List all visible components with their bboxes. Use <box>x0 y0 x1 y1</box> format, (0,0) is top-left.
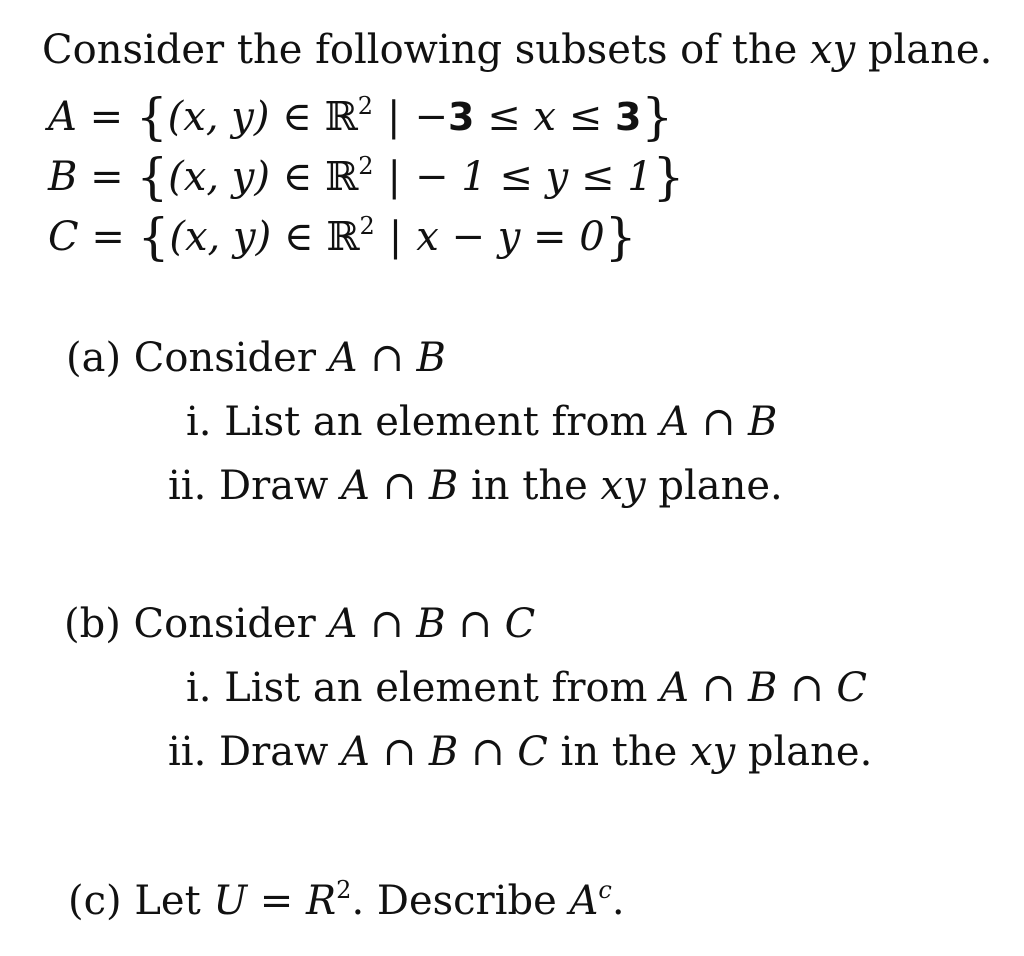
set-a-cond-prefix: − <box>414 94 449 140</box>
set-c-condition: x − y = 0 <box>416 214 605 260</box>
set-b-open-brace: { <box>136 148 169 206</box>
set-a-eq: = <box>76 94 136 140</box>
set-c-open-brace: { <box>137 208 170 266</box>
part-c-sup: c <box>598 876 612 904</box>
set-a-definition <box>48 82 674 146</box>
part-b-ii-mid: in the <box>547 729 691 775</box>
part-b-ii-text: Draw <box>219 729 342 775</box>
part-a-ii-math: A ∩ B <box>341 463 459 509</box>
part-b-ii-label: ii. <box>168 729 207 775</box>
part-b-i-math: A ∩ B ∩ C <box>660 665 867 711</box>
part-a-label: (a) <box>66 335 122 381</box>
set-c-member: ∈ <box>271 214 327 260</box>
part-b-i-text: List an element from <box>224 665 661 711</box>
part-b-label: (b) <box>64 601 121 647</box>
set-b-definition <box>48 142 685 206</box>
set-a-upper-handwritten: 3 <box>614 95 642 139</box>
part-a-question-i <box>186 398 777 446</box>
part-b-heading <box>64 600 535 648</box>
part-a-head-math: A ∩ B <box>328 335 446 381</box>
set-b-condition: − 1 ≤ y ≤ 1 <box>415 154 653 200</box>
part-c-end: . <box>611 878 625 924</box>
set-c-definition <box>48 202 637 266</box>
part-b-question-ii <box>168 728 872 776</box>
part-c-text1: Let <box>134 878 214 924</box>
part-a-ii-xy: xy <box>600 463 646 509</box>
part-a-ii-label: ii. <box>168 463 207 509</box>
intro-line <box>42 26 992 74</box>
set-a-member: ∈ <box>269 94 325 140</box>
part-b-head-math: A ∩ B ∩ C <box>328 601 536 647</box>
set-b-eq: = <box>77 154 137 200</box>
set-c-exp: 2 <box>359 212 375 240</box>
intro-text-start: Consider the following subsets of the <box>42 27 811 73</box>
set-a-pair: (x, y) <box>167 94 270 140</box>
set-b-member: ∈ <box>269 154 326 200</box>
part-a-heading <box>66 334 446 382</box>
intro-text-end: plane. <box>855 27 993 73</box>
part-b-question-i <box>186 664 867 712</box>
part-a-i-label: i. <box>186 399 212 445</box>
set-a-lower-handwritten: 3 <box>448 95 475 139</box>
part-a-head-text: Consider <box>133 335 329 381</box>
part-a-i-text: List an element from <box>224 399 661 445</box>
set-b-space: ℝ <box>325 154 359 200</box>
part-c-R: R <box>306 878 337 924</box>
set-a-bar: | <box>387 94 401 140</box>
part-c-eq: = <box>247 878 307 924</box>
set-a-close-brace: } <box>641 88 674 146</box>
set-b-bar: | <box>387 154 402 200</box>
set-c-name: C <box>48 214 79 260</box>
set-b-exp: 2 <box>358 152 374 180</box>
set-a-open-brace: { <box>135 88 168 146</box>
part-a-ii-end: plane. <box>645 463 783 509</box>
set-b-close-brace: } <box>652 148 685 206</box>
part-b-head-text: Consider <box>133 601 329 647</box>
set-b-name: B <box>48 154 78 200</box>
part-c-question <box>68 866 625 925</box>
part-b-ii-end: plane. <box>735 729 873 775</box>
set-b-pair: (x, y) <box>168 154 270 200</box>
part-c-exp: 2 <box>336 876 352 904</box>
part-a-ii-text: Draw <box>219 463 342 509</box>
part-c-label: (c) <box>68 878 122 924</box>
part-b-ii-math: A ∩ B ∩ C <box>341 729 548 775</box>
set-c-eq: = <box>78 214 138 260</box>
part-a-i-math: A ∩ B <box>660 399 778 445</box>
set-c-space: ℝ <box>326 214 360 260</box>
part-c-A: A <box>569 878 599 924</box>
intro-xy: xy <box>810 27 856 73</box>
part-c-text2: . Describe <box>351 878 570 924</box>
part-c-U: U <box>213 878 248 924</box>
part-a-ii-mid: in the <box>458 463 601 509</box>
part-b-ii-xy: xy <box>690 729 736 775</box>
set-a-cond-mid: ≤ x ≤ <box>474 94 615 140</box>
set-a-space: ℝ <box>324 94 358 140</box>
part-a-question-ii <box>168 462 783 510</box>
set-c-close-brace: } <box>604 208 637 266</box>
part-b-i-label: i. <box>186 665 212 711</box>
set-c-bar: | <box>388 214 403 260</box>
set-a-exp: 2 <box>357 92 374 120</box>
set-a-name: A <box>48 94 77 140</box>
set-c-pair: (x, y) <box>169 214 272 260</box>
